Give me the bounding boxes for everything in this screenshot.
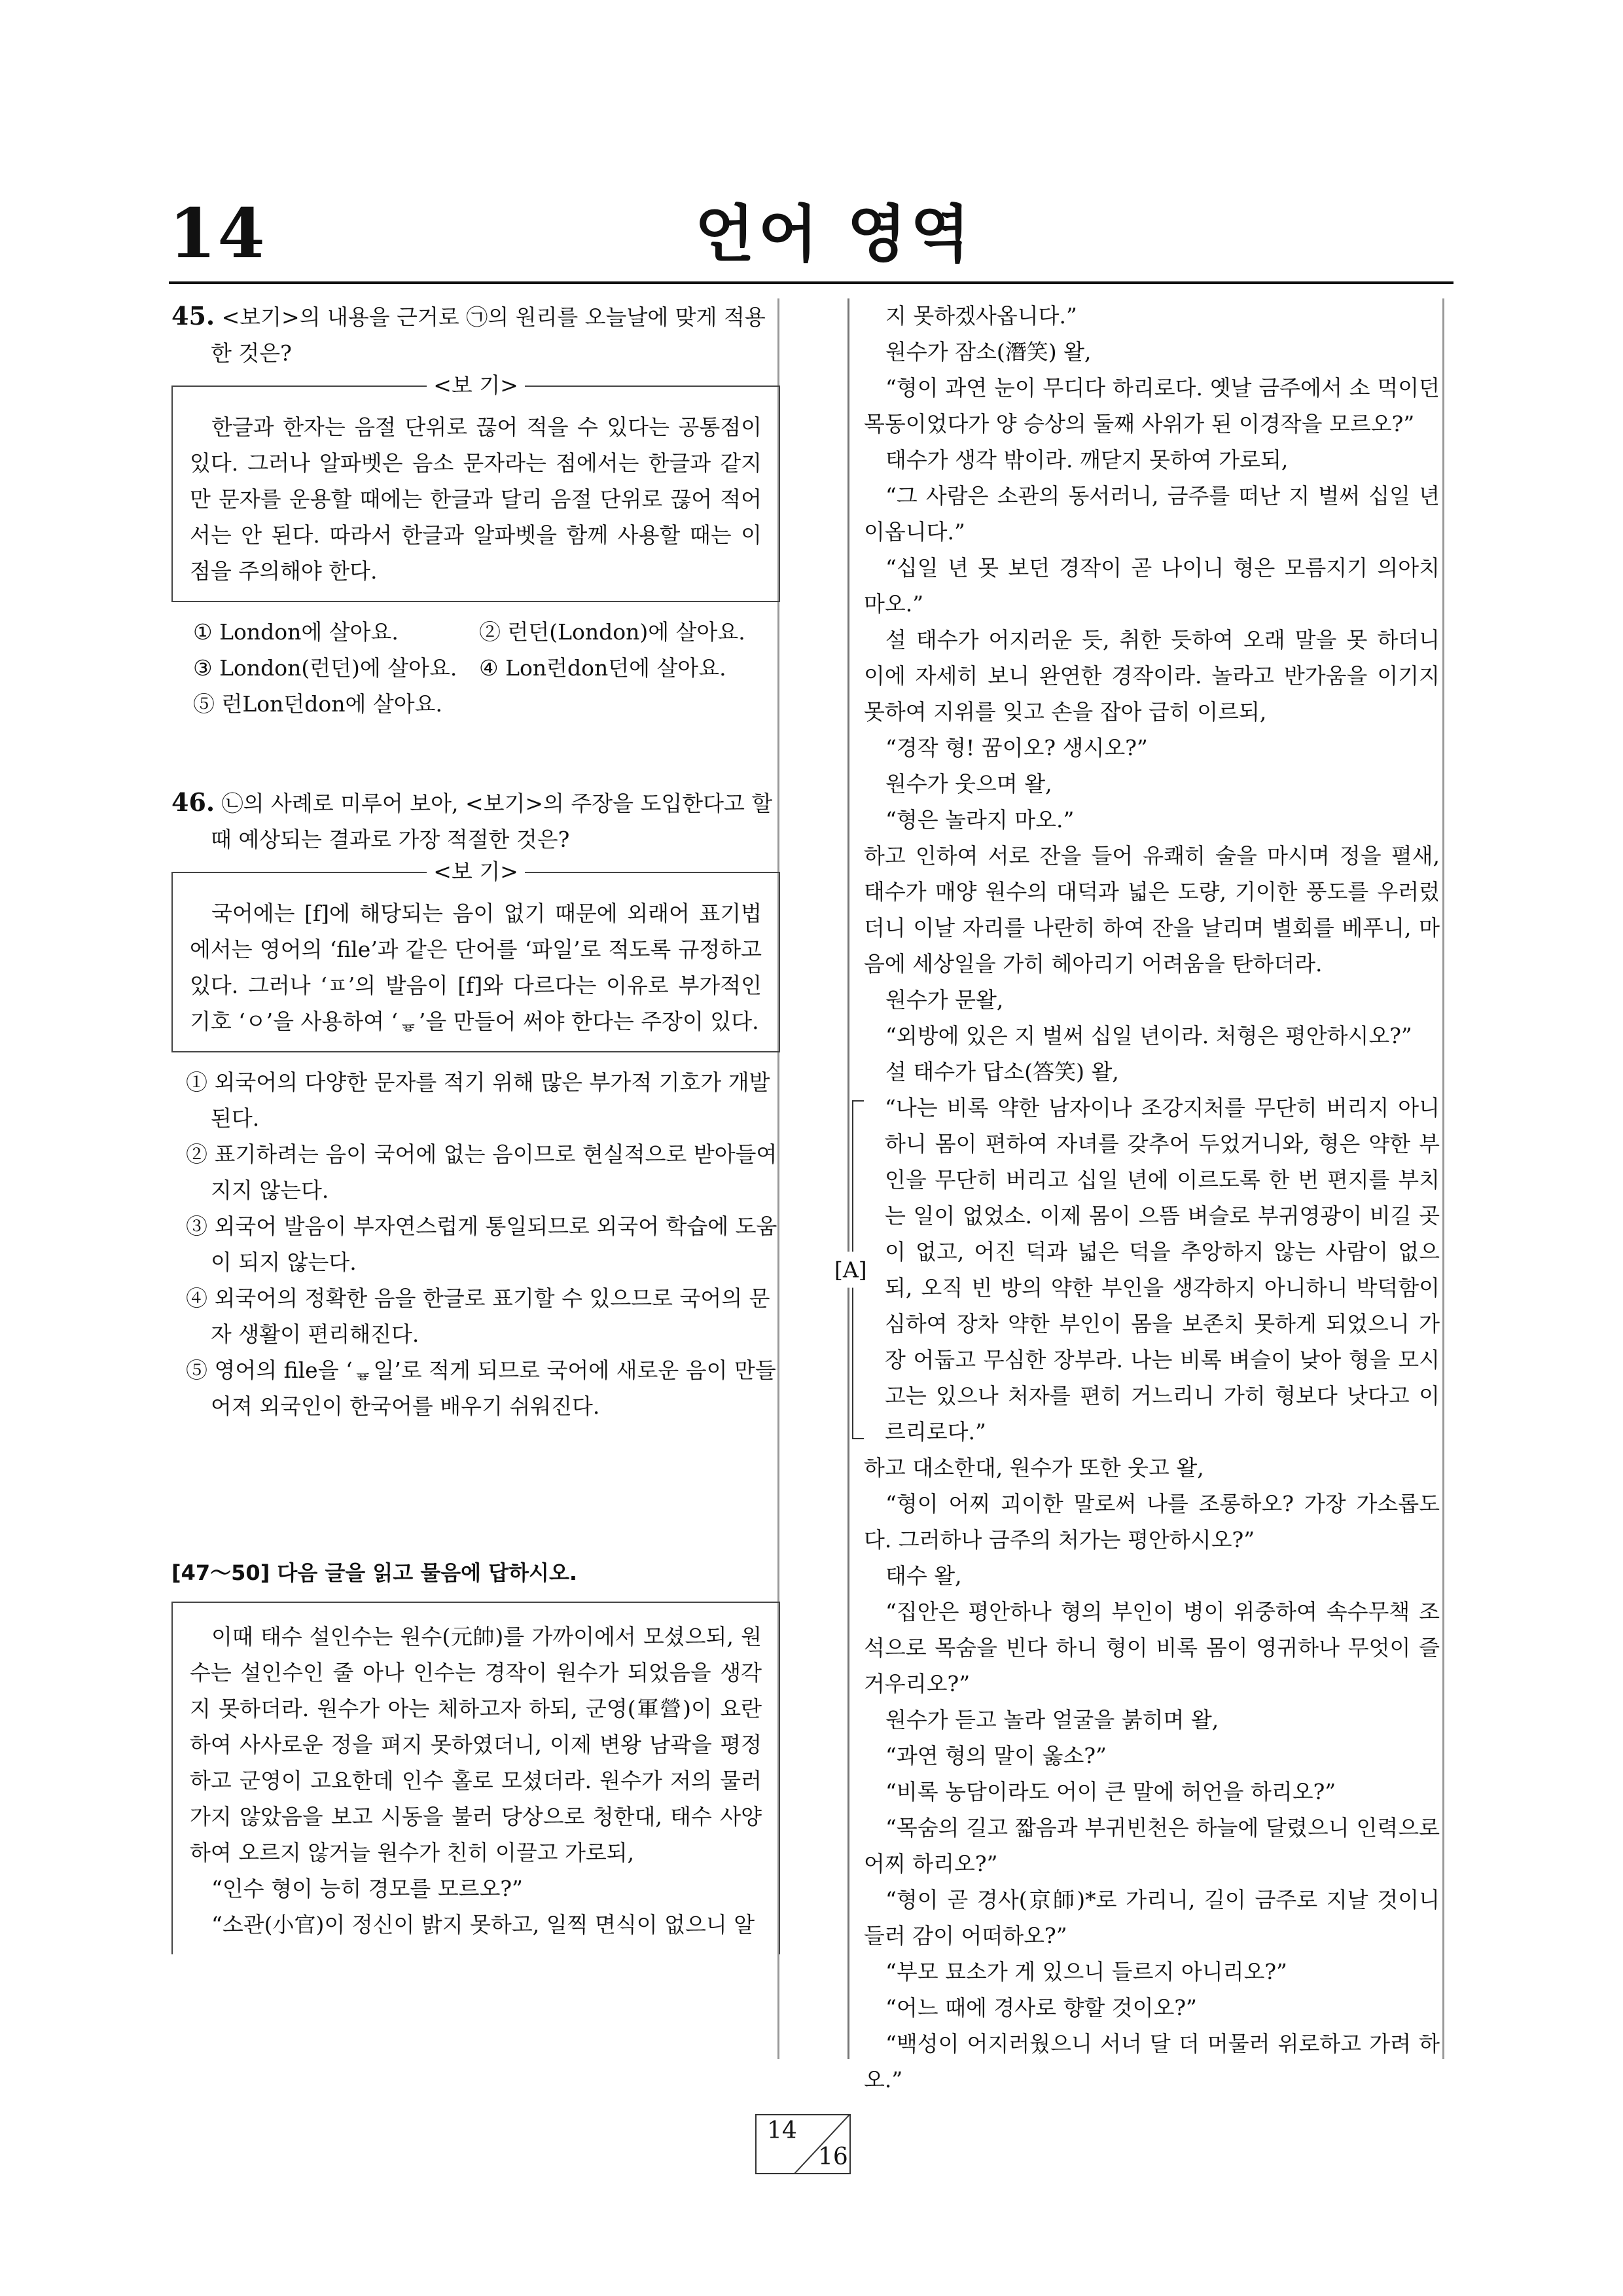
left-column <box>171 298 780 1966</box>
bracket-A-label: [A] <box>834 1252 867 1288</box>
passage-continued <box>864 298 1440 1090</box>
passage-line: “과연 형의 말이 옳소?” <box>885 1743 1107 1768</box>
example-box <box>171 372 780 602</box>
question-45 <box>171 298 780 722</box>
passage-box <box>171 1602 780 1954</box>
question-46 <box>171 784 780 1424</box>
option-4[interactable]: ④ Lon런don던에 살아요. <box>479 655 726 681</box>
passage-line: “형은 놀라지 마오.” <box>885 807 1075 833</box>
option-4[interactable]: ④ 외국어의 정확한 음을 한글로 표기할 수 있으므로 국어의 문자 생활이 편리해진다. <box>186 1285 770 1347</box>
option-1[interactable]: ① 외국어의 다양한 문자를 적기 위해 많은 부가적 기호가 개발된다. <box>186 1069 770 1131</box>
column-divider <box>847 298 849 2059</box>
passage-line: “경작 형! 꿈이오? 생시오?” <box>885 735 1148 761</box>
passage-line: “외방에 있은 지 벌써 십일 년이라. 처형은 평안하시오?” <box>885 1023 1412 1049</box>
right-column-rule <box>1442 298 1444 2059</box>
box-text: 한글과 한자는 음절 단위로 끊어 적을 수 있다는 공통점이 있다. 그러나 알파벳은 음소 문자라는 점에서는 한글과 같지만 문자를 운용할 때에는 한글과 달리 음절 단위로 끊어 적어서는 안 된다. 따라서 한글과 알파벳을 함께 사용할 때는 이 점을 주의해야 한다. <box>190 414 762 584</box>
page-number: 14 <box>169 193 266 274</box>
passage-line: “백성이 어지러웠으니 서너 달 더 머물러 위로하고 가려 하오.” <box>864 2031 1440 2092</box>
answer-options <box>171 1064 780 1424</box>
passage-line: “부모 묘소가 게 있으니 들르지 아니리오?” <box>885 1959 1287 1984</box>
passage-line: “형이 과연 눈이 무디다 하리로다. 옛날 금주에서 소 먹이던 목동이었다가 양 승상의 둘째 사위가 된 이경작을 모르오?” <box>864 375 1440 437</box>
passage-paragraph: “인수 형이 능히 경모를 모르오?” <box>211 1876 523 1901</box>
passage-line: “집안은 평안하나 형의 부인이 병이 위중하여 속수무책 조석으로 목숨을 빈다 하니 형이 비록 몸이 영귀하나 무엇이 즐거우리오?” <box>864 1599 1440 1696</box>
option-3[interactable]: ③ London(런던)에 살아요. <box>193 655 457 681</box>
example-box <box>171 859 780 1052</box>
passage-line: 원수가 잠소(潛笑) 왈, <box>885 339 1092 365</box>
passage-line: 원수가 문왈, <box>885 987 1004 1013</box>
box-text: 국어에는 [f]에 해당되는 음이 없기 때문에 외래어 표기법에서는 영어의 ‘file’과 같은 단어를 ‘파일’로 적도록 규정하고 있다. 그러나 ‘ㅍ’의 발음이 [f]와 다르다는 이유로 부가적인 기호 ‘ㅇ’을 사용하여 ‘ᇴ’을 만들어 써야 한다는 주장이 있다. <box>190 901 762 1034</box>
passage-section <box>171 1555 780 1954</box>
passage-line: 하고 인하여 서로 잔을 들어 유쾌히 술을 마시며 정을 펼새, 태수가 매양 원수의 대덕과 넓은 도량, 기이한 풍도를 우러렀더니 이날 자리를 나란히 하여 잔을 날리며 별회를 베푸니, 마음에 세상일을 가히 헤아리기 어려움을 탄하더라. <box>864 843 1440 977</box>
question-number: 46. <box>171 787 215 817</box>
question-prompt: ㉡의 사례로 미루어 보아, <보기>의 주장을 도입한다고 할 때 예상되는 결과로 가장 적절한 것은? <box>211 791 773 852</box>
total-pages: 16 <box>818 2144 848 2170</box>
passage-line: “그 사람은 소관의 동서러니, 금주를 떠난 지 벌써 십일 년이옵니다.” <box>864 483 1440 545</box>
passage-line: “비록 농담이라도 어이 큰 말에 허언을 하리오?” <box>885 1779 1336 1804</box>
current-page: 14 <box>767 2117 797 2144</box>
question-number: 45. <box>171 301 215 331</box>
passage-paragraph: 이때 태수 설인수는 원수(元帥)를 가까이에서 모셨으되, 원수는 설인수인 줄 아나 인수는 경작이 원수가 되었음을 생각지 못하더라. 원수가 아는 체하고자 하되, 군영(軍營)이 요란하여 사사로운 정을 펴지 못하였더니, 이제 변왕 남곽을 평정하고 군영이 고요한데 인수 홀로 모셨더라. 원수가 저의 물러가지 않았음을 보고 시동을 불러 당상으로 청한대, 태수 사양하여 오르지 않거늘 원수가 친히 이끌고 가로되, <box>190 1624 762 1865</box>
box-label: <보 기> <box>427 372 525 398</box>
option-5[interactable]: ⑤ 런Lon던don에 살아요. <box>193 691 443 717</box>
passage-line: “형이 곧 경사(京師)*로 가리니, 길이 금주로 지날 것이니 들러 감이 어떠하오?” <box>864 1887 1440 1948</box>
passage-line: 설 태수가 답소(答笑) 왈, <box>885 1059 1119 1085</box>
passage-line: 태수 왈, <box>885 1563 962 1588</box>
option-5[interactable]: ⑤ 영어의 file을 ‘ᇴ일’로 적게 되므로 국어에 새로운 음이 만들어져 외국인이 한국어를 배우기 쉬워진다. <box>186 1357 776 1419</box>
passage-line: 태수가 생각 밖이라. 깨닫지 못하여 가로되, <box>885 447 1289 473</box>
answer-options <box>171 614 780 722</box>
passage-continued <box>864 1450 1440 2098</box>
subject-title: 언어 영역 <box>695 199 974 270</box>
option-2[interactable]: ② 표기하려는 음이 국어에 없는 음이므로 현실적으로 받아들여지지 않는다. <box>186 1141 777 1203</box>
option-3[interactable]: ③ 외국어 발음이 부자연스럽게 통일되므로 외국어 학습에 도움이 되지 않는다. <box>186 1213 777 1275</box>
header-rule <box>169 281 1454 284</box>
bracket-A-passage <box>834 1090 1440 1450</box>
passage-line: “어느 때에 경사로 향할 것이오?” <box>885 1995 1197 2020</box>
option-1[interactable]: ① London에 살아요. <box>193 619 399 645</box>
passage-line: 원수가 듣고 놀라 얼굴을 붉히며 왈, <box>885 1707 1219 1732</box>
passage-line: 원수가 웃으며 왈, <box>885 771 1052 797</box>
box-label: <보 기> <box>427 859 525 884</box>
passage-line: 지 못하겠사옵니다.” <box>885 303 1077 329</box>
question-prompt: <보기>의 내용을 근거로 ㉠의 원리를 오늘날에 맞게 적용한 것은? <box>211 304 766 366</box>
bracket-A-text: “나는 비록 약한 남자이나 조강지처를 무단히 버리지 아니하니 몸이 편하여 자녀를 갖추어 두었거니와, 형은 약한 부인을 무단히 버리고 십일 년에 이르도록 한 번 편지를 부치는 일이 없었소. 이제 몸이 으뜸 벼슬로 부귀영광이 비길 곳이 없고, 어진 덕과 넓은 덕을 추앙하지 않는 사람이 없으되, 오직 빈 방의 약한 부인을 생각하지 아니하니 박덕함이 심하여 장차 약한 부인이 몸을 보존치 못하게 되었으니 가장 어둡고 무심한 장부라. 나는 비록 벼슬이 낮아 형을 모시고는 있으나 처자를 편히 거느리니 가히 형보다 낫다고 이르리로다.” <box>885 1095 1440 1444</box>
passage-line: 하고 대소한대, 원수가 또한 웃고 왈, <box>864 1455 1204 1480</box>
passage-paragraph: “소관(小官)이 정신이 밝지 못하고, 일찍 면식이 없으니 알 <box>211 1912 755 1937</box>
right-column <box>834 298 1440 2098</box>
passage-line: “형이 어찌 괴이한 말로써 나를 조롱하오? 가장 가소롭도다. 그러하나 금주의 처가는 평안하시오?” <box>864 1491 1440 1552</box>
passage-line: “십일 년 못 보던 경작이 곧 나이니 형은 모름지기 의아치 마오.” <box>864 555 1440 617</box>
passage-line: 설 태수가 어지러운 듯, 취한 듯하여 오래 말을 못 하더니 이에 자세히 보니 완연한 경작이라. 놀라고 반가움을 이기지 못하여 지위를 잊고 손을 잡아 급히 이르되, <box>864 627 1440 725</box>
option-2[interactable]: ② 런던(London)에 살아요. <box>479 619 745 645</box>
section-title: [47～50] 다음 글을 읽고 물음에 답하시오. <box>171 1560 578 1585</box>
passage-line: “목숨의 길고 짧음과 부귀빈천은 하늘에 달렸으니 인력으로 어찌 하리오?” <box>864 1815 1440 1876</box>
